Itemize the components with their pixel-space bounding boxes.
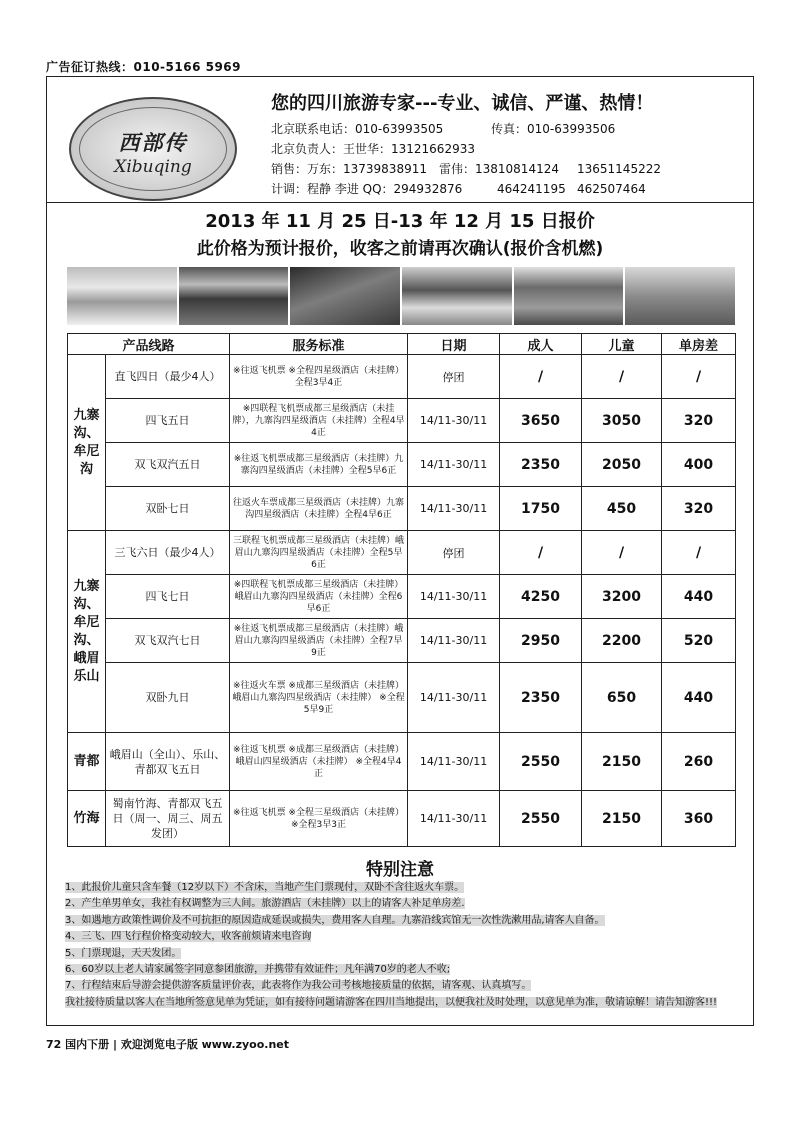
adult-price: 2550 (500, 791, 582, 847)
single-supplement: 360 (662, 791, 736, 847)
single-supplement: 520 (662, 619, 736, 663)
special-notes (65, 881, 737, 1012)
route-cell: 双卧九日 (106, 663, 230, 733)
region-cell: 九寨沟、牟尼沟、峨眉乐山 (68, 531, 106, 733)
child-price: / (582, 531, 662, 575)
service-cell: ※往返飞机票 ※成都三星级酒店（未挂牌）峨眉山四星级酒店（未挂牌） ※全程4早4正 (230, 733, 408, 791)
sales-contact-3: 13651145222 (577, 162, 661, 176)
column-header: 产品线路 (68, 334, 230, 355)
adult-price: 2350 (500, 663, 582, 733)
scenic-photo (67, 267, 177, 325)
date-cell: 14/11-30/11 (408, 399, 500, 443)
date-cell: 停团 (408, 531, 500, 575)
sales-contact-1: 销售：万东：13739838911 (271, 162, 427, 176)
route-cell: 四飞七日 (106, 575, 230, 619)
single-supplement: 440 (662, 575, 736, 619)
table-row (68, 355, 736, 399)
notice-item: 3、如遇地方政策性调价及不可抗拒的原因造成延误或损失，费用客人自理。九寨沿线宾馆无一次性洗漱用品,请客人自备。 (65, 914, 605, 926)
scenic-photo (179, 267, 289, 325)
adult-price: 1750 (500, 487, 582, 531)
table-row (68, 733, 736, 791)
notice-item: 6、60岁以上老人请家属签字同意参团旅游，并携带有效证件；凡年满70岁的老人不收; (65, 963, 451, 975)
table-row (68, 531, 736, 575)
price-sheet (46, 76, 754, 1026)
scenic-photo (402, 267, 512, 325)
qq-number-2: 464241195 (497, 182, 566, 196)
child-price: 2150 (582, 791, 662, 847)
service-cell: 三联程飞机票成都三星级酒店（未挂牌）峨眉山九寨沟四星级酒店（未挂牌）全程5早6正 (230, 531, 408, 575)
child-price: 2200 (582, 619, 662, 663)
table-row (68, 791, 736, 847)
notice-item: 1、此报价儿童只含车餐（12岁以下）不含床，当地产生门票现付，双卧不含往返火车票。 (65, 882, 465, 893)
adult-price: 2950 (500, 619, 582, 663)
child-price: 3050 (582, 399, 662, 443)
fax-number: 传真：010-63993506 (491, 122, 616, 136)
route-cell: 四飞五日 (106, 399, 230, 443)
service-cell: ※往返飞机票 ※全程三星级酒店（未挂牌） ※全程3早3正 (230, 791, 408, 847)
scenic-photo (514, 267, 624, 325)
column-header: 日期 (408, 334, 500, 355)
child-price: / (582, 355, 662, 399)
quote-note: 此价格为预计报价，收客之前请再次确认(报价含机燃) (196, 239, 604, 259)
photo-strip (67, 267, 735, 325)
logo-english-text: Xibuqing (114, 157, 192, 177)
single-supplement: 260 (662, 733, 736, 791)
adult-price: 3650 (500, 399, 582, 443)
adult-price: 4250 (500, 575, 582, 619)
region-cell: 竹海 (68, 791, 106, 847)
table-row (68, 399, 736, 443)
adult-price: 2550 (500, 733, 582, 791)
page-footer: 72 国内下册 | 欢迎浏览电子版 www.zyoo.net (46, 1038, 290, 1051)
adult-price: / (500, 531, 582, 575)
adult-price: / (500, 355, 582, 399)
service-cell: ※往返飞机票成都三星级酒店（未挂牌）峨眉山九寨沟四星级酒店（未挂牌）全程7早9正 (230, 619, 408, 663)
child-price: 3200 (582, 575, 662, 619)
notice-item: 4、三飞、四飞行程价格变动较大，收客前烦请来电咨询 (65, 931, 312, 943)
column-header: 单房差 (662, 334, 736, 355)
slogan: 您的四川旅游专家---专业、诚信、严谨、热情！ (271, 93, 654, 114)
date-cell: 14/11-30/11 (408, 487, 500, 531)
notice-item: 7、行程结束后导游会提供游客质量评价表，此表将作为我公司考核地接质量的依据，请客观、认真填写。 (65, 980, 532, 992)
child-price: 450 (582, 487, 662, 531)
sales-contact-2: 雷伟：13810814124 (439, 162, 559, 176)
single-supplement: / (662, 531, 736, 575)
single-supplement: 320 (662, 487, 736, 531)
single-supplement: / (662, 355, 736, 399)
qq-number-3: 462507464 (577, 182, 646, 196)
single-supplement: 320 (662, 399, 736, 443)
date-cell: 14/11-30/11 (408, 575, 500, 619)
child-price: 650 (582, 663, 662, 733)
date-cell: 14/11-30/11 (408, 663, 500, 733)
route-cell: 双飞双汽五日 (106, 443, 230, 487)
route-cell: 蜀南竹海、青都双飞五日（周一、周三、周五发团） (106, 791, 230, 847)
table-row (68, 575, 736, 619)
header-divider (47, 202, 753, 203)
date-cell: 14/11-30/11 (408, 733, 500, 791)
contact-info (271, 89, 741, 199)
child-price: 2150 (582, 733, 662, 791)
table-row (68, 443, 736, 487)
region-cell: 九寨沟、牟尼沟 (68, 355, 106, 531)
table-row (68, 487, 736, 531)
column-header: 服务标准 (230, 334, 408, 355)
price-table (67, 333, 736, 847)
adult-price: 2350 (500, 443, 582, 487)
route-cell: 三飞六日（最少4人） (106, 531, 230, 575)
table-row (68, 619, 736, 663)
service-cell: ※往返火车票 ※成都三星级酒店（未挂牌）峨眉山九寨沟四星级酒店（未挂牌） ※全程5早9正 (230, 663, 408, 733)
scenic-photo (625, 267, 735, 325)
special-notice-title: 特别注意 (366, 860, 434, 880)
route-cell: 双飞双汽七日 (106, 619, 230, 663)
service-cell: ※往返飞机票 ※全程四星级酒店（未挂牌）全程3早4正 (230, 355, 408, 399)
child-price: 2050 (582, 443, 662, 487)
column-header: 儿童 (582, 334, 662, 355)
scenic-photo (290, 267, 400, 325)
route-cell: 直飞四日（最少4人） (106, 355, 230, 399)
table-header-row (68, 334, 736, 355)
single-supplement: 400 (662, 443, 736, 487)
service-cell: 往返火车票成都三星级酒店（未挂牌）九寨沟四星级酒店（未挂牌）全程4早6正 (230, 487, 408, 531)
ad-hotline: 广告征订热线：010-5166 5969 (46, 60, 242, 74)
table-row (68, 663, 736, 733)
single-supplement: 440 (662, 663, 736, 733)
phone-number: 北京联系电话：010-63993505 (271, 122, 444, 136)
notice-item: 2、产生单男单女，我社有权调整为三人间。旅游酒店（未挂牌）以上的请客人补足单房差. (65, 898, 465, 910)
date-cell: 14/11-30/11 (408, 619, 500, 663)
logo-chinese-text: 西部传 (118, 130, 188, 155)
region-cell: 青都 (68, 733, 106, 791)
manager-contact: 北京负责人：王世华：13121662933 (271, 142, 475, 156)
notice-item: 5、门票现退，天天发团。 (65, 947, 182, 959)
date-cell: 14/11-30/11 (408, 791, 500, 847)
date-cell: 停团 (408, 355, 500, 399)
date-cell: 14/11-30/11 (408, 443, 500, 487)
service-cell: ※四联程飞机票成都三星级酒店（未挂牌）峨眉山九寨沟四星级酒店（未挂牌）全程6早6正 (230, 575, 408, 619)
quote-date-title: 2013 年 11 月 25 日-13 年 12 月 15 日报价 (205, 211, 595, 232)
service-cell: ※往返飞机票成都三星级酒店（未挂牌）九寨沟四星级酒店（未挂牌）全程5早6正 (230, 443, 408, 487)
company-logo (69, 97, 237, 201)
column-header: 成人 (500, 334, 582, 355)
route-cell: 双卧七日 (106, 487, 230, 531)
service-cell: ※四联程飞机票成都三星级酒店（未挂牌），九寨沟四星级酒店（未挂牌）全程4早4正 (230, 399, 408, 443)
planner-contact: 计调：程静 李进 QQ：294932876 (271, 182, 463, 196)
notice-item: 我社接待质量以客人在当地所签意见单为凭证，如有接待问题请游客在四川当地提出，以便我社及时处理，以意见单为准，敬请谅解！请告知游客!!! (65, 996, 718, 1008)
route-cell: 峨眉山（全山）、乐山、青都双飞五日 (106, 733, 230, 791)
